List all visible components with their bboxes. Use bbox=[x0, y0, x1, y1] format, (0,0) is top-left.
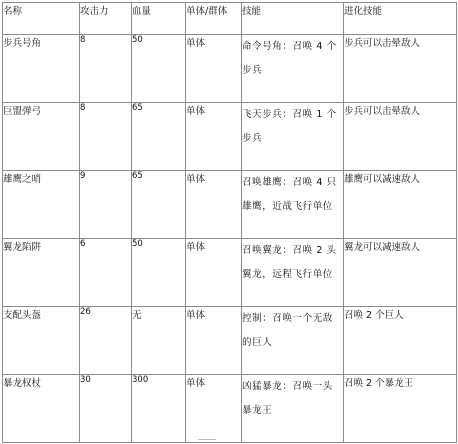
cell-name: 暴龙权杖 bbox=[3, 375, 80, 443]
header-attack: 攻击力 bbox=[80, 3, 132, 35]
cell-target: 单体 bbox=[186, 307, 242, 375]
cell-target: 单体 bbox=[186, 239, 242, 307]
table-row bbox=[3, 171, 457, 239]
skill-line: 雄鹰，近战飞行单位 bbox=[242, 201, 333, 212]
cell-hp: 65 bbox=[132, 103, 186, 171]
skill-line: 飞天步兵：召唤 1 个 bbox=[242, 109, 337, 120]
cell-skill bbox=[242, 307, 344, 375]
cell-evolution: 步兵可以击晕敌人 bbox=[344, 103, 457, 171]
table-row bbox=[3, 35, 457, 103]
header-target: 单体/群体 bbox=[186, 3, 242, 35]
cell-hp: 65 bbox=[132, 171, 186, 239]
cell-skill bbox=[242, 35, 344, 103]
skill-line: 步兵 bbox=[242, 133, 263, 144]
cell-evolution: 召唤 2 个巨人 bbox=[344, 307, 457, 375]
page-edge-mark bbox=[198, 439, 216, 443]
header-hp: 血量 bbox=[132, 3, 186, 35]
cell-hp: 50 bbox=[132, 35, 186, 103]
skill-line: 召唤翼龙：召唤 2 头 bbox=[242, 245, 337, 256]
header-name: 名称 bbox=[3, 3, 80, 35]
header-row bbox=[3, 3, 457, 35]
cell-hp: 无 bbox=[132, 307, 186, 375]
cell-attack: 8 bbox=[80, 35, 132, 103]
cell-name: 雄鹰之哨 bbox=[3, 171, 80, 239]
cell-name: 步兵号角 bbox=[3, 35, 80, 103]
table-row bbox=[3, 375, 457, 443]
cell-attack: 8 bbox=[80, 103, 132, 171]
cell-attack: 26 bbox=[80, 307, 132, 375]
cell-target: 单体 bbox=[186, 103, 242, 171]
cell-attack: 9 bbox=[80, 171, 132, 239]
skill-line: 的巨人 bbox=[242, 337, 273, 348]
cell-name: 巨盟弹弓 bbox=[3, 103, 80, 171]
cell-skill bbox=[242, 171, 344, 239]
cell-skill bbox=[242, 375, 344, 443]
skill-line: 暴龙王 bbox=[242, 405, 273, 416]
skill-line: 命令号角：召唤 4 个 bbox=[242, 41, 337, 52]
cell-hp: 50 bbox=[132, 239, 186, 307]
skill-line: 召唤雄鹰：召唤 4 只 bbox=[242, 177, 337, 188]
cell-evolution: 雄鹰可以减速敌人 bbox=[344, 171, 457, 239]
skill-line: 步兵 bbox=[242, 65, 263, 76]
cell-skill bbox=[242, 103, 344, 171]
cell-name: 支配头盔 bbox=[3, 307, 80, 375]
table-row bbox=[3, 239, 457, 307]
cell-target: 单体 bbox=[186, 171, 242, 239]
cell-skill bbox=[242, 239, 344, 307]
cell-target: 单体 bbox=[186, 375, 242, 443]
cell-evolution: 步兵可以击晕敌人 bbox=[344, 35, 457, 103]
table-row bbox=[3, 103, 457, 171]
cell-target: 单体 bbox=[186, 35, 242, 103]
cell-attack: 30 bbox=[80, 375, 132, 443]
table-row bbox=[3, 307, 457, 375]
skill-line: 翼龙，远程飞行单位 bbox=[242, 269, 333, 280]
cell-evolution: 翼龙可以减速敌人 bbox=[344, 239, 457, 307]
skills-table bbox=[2, 2, 457, 443]
skill-line: 凶猛暴龙：召唤一头 bbox=[242, 381, 333, 392]
cell-hp: 300 bbox=[132, 375, 186, 443]
skill-line: 控制：召唤一个无敌 bbox=[242, 313, 333, 324]
header-evolution: 进化技能 bbox=[344, 3, 457, 35]
cell-name: 翼龙陷阱 bbox=[3, 239, 80, 307]
cell-attack: 6 bbox=[80, 239, 132, 307]
table-body bbox=[3, 3, 457, 443]
header-skill: 技能 bbox=[242, 3, 344, 35]
cell-evolution: 召唤 2 个暴龙王 bbox=[344, 375, 457, 443]
